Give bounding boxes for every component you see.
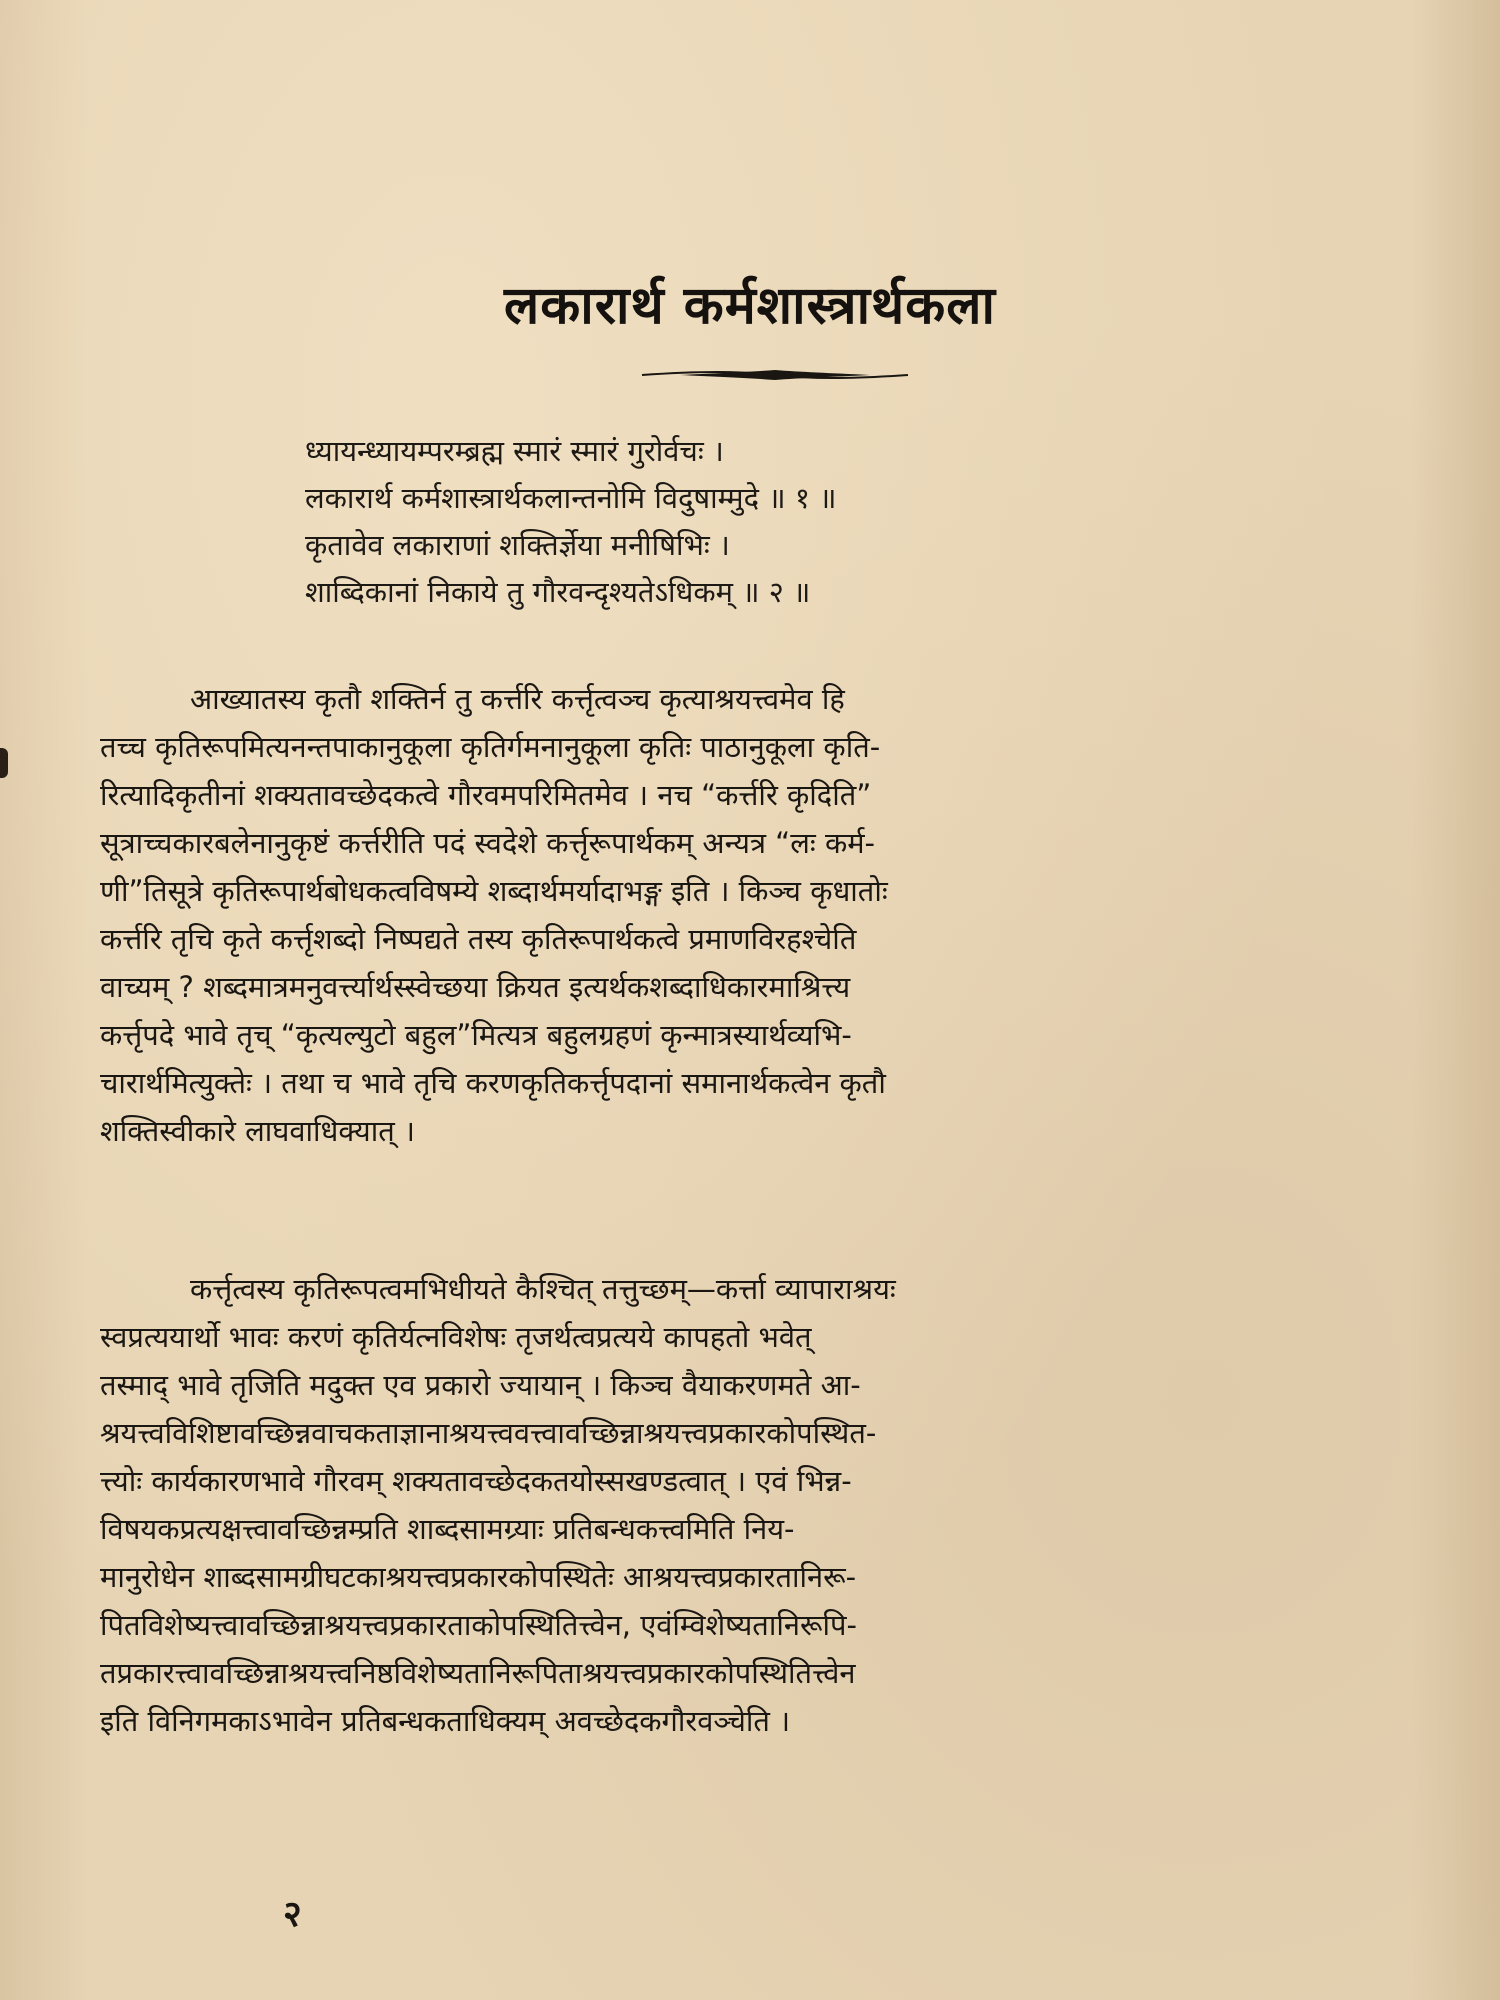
text-line: मानुरोधेन शाब्दसामग्रीघटकाश्रयत्त्वप्रकारकोपस्थितेः आश्रयत्त्वप्रकारतानिरू- bbox=[100, 1560, 857, 1594]
verse-line: शाब्दिकानां निकाये तु गौरवन्दृश्यतेऽधिकम् ॥ २ ॥ bbox=[305, 575, 811, 609]
ornament-divider bbox=[640, 368, 910, 382]
text-line: त्त्योः कार्यकारणभावे गौरवम् शक्यतावच्छेदकतयोस्सखण्डत्वात् । एवं भिन्न- bbox=[100, 1464, 852, 1498]
verse-line: लकारार्थ कर्मशास्त्रार्थकलान्तनोमि विदुषाम्मुदे ॥ १ ॥ bbox=[305, 481, 837, 515]
text-line: श्रयत्त्वविशिष्टावच्छिन्नवाचकताज्ञानाश्रयत्त्ववत्त्वावच्छिन्नाश्रयत्त्वप्रकारकोपस्थित- bbox=[100, 1416, 877, 1450]
verse-line: कृतावेव लकाराणां शक्तिर्ज्ञेया मनीषिभिः । bbox=[305, 528, 730, 562]
text-line: इति विनिगमकाऽभावेन प्रतिबन्धकताधिक्यम् अवच्छेदकगौरवञ्चेति । bbox=[100, 1704, 791, 1738]
text-line: तस्माद् भावे तृजिति मदुक्त एव प्रकारो ज्यायान् । किञ्च वैयाकरणमते आ- bbox=[100, 1368, 861, 1402]
text-line: चारार्थमित्युक्तेः । तथा च भावे तृचि करणकृतिकर्त्तृपदानां समानार्थकत्वेन कृतौ bbox=[100, 1066, 886, 1100]
verse-block bbox=[305, 428, 1305, 616]
text-line: आख्यातस्य कृतौ शक्तिर्न तु कर्त्तरि कर्त्तृत्वञ्च कृत्याश्रयत्त्वमेव हि bbox=[190, 682, 845, 716]
page-title: लकारार्थ कर्मशास्त्रार्थकला bbox=[504, 276, 996, 336]
paragraph-2 bbox=[100, 1265, 1410, 1745]
text-line: वाच्यम् ? शब्दमात्रमनुवर्त्त्यार्थस्स्वेच्छया क्रियत इत्यर्थकशब्दाधिकारमाश्रित्त्य bbox=[100, 970, 851, 1004]
text-line: कर्त्तृपदे भावे तृच् “कृत्यल्युटो बहुल”मित्यत्र बहुलग्रहणं कृन्मात्रस्यार्थव्यभि- bbox=[100, 1018, 852, 1052]
text-line: तप्रकारत्त्वावच्छिन्नाश्रयत्त्वनिष्ठविशेष्यतानिरूपिताश्रयत्त्वप्रकारकोपस्थितित्त्वेन bbox=[100, 1656, 856, 1690]
page-number: २ bbox=[283, 1894, 302, 1935]
text-line: कर्त्तृत्वस्य कृतिरूपत्वमभिधीयते कैश्चित् तत्तुच्छम्—कर्त्ता व्यापाराश्रयः bbox=[190, 1272, 896, 1306]
text-line: पितविशेष्यत्त्वावच्छिन्नाश्रयत्त्वप्रकारताकोपस्थितित्त्वेन, एवंम्विशेष्यतानिरूपि- bbox=[100, 1608, 857, 1642]
paragraph-1 bbox=[100, 675, 1410, 1155]
binding-mark bbox=[0, 748, 8, 778]
text-line: कर्त्तरि तृचि कृते कर्त्तृशब्दो निष्पद्यते तस्य कृतिरूपार्थकत्वे प्रमाणविरहश्चेति bbox=[100, 922, 857, 956]
text-line: शक्तिस्वीकारे लाघवाधिक्यात् । bbox=[100, 1114, 415, 1148]
text-line: स्वप्रत्ययार्थो भावः करणं कृतिर्यत्नविशेषः तृजर्थत्वप्रत्यये कापहतो भवेत् bbox=[100, 1320, 812, 1354]
text-line: णी”तिसूत्रे कृतिरूपार्थबोधकत्वविषम्ये शब्दार्थमर्यादाभङ्ग इति । किञ्च कृधातोः bbox=[100, 874, 888, 908]
text-line: रित्यादिकृतीनां शक्यतावच्छेदकत्वे गौरवमपरिमितमेव । नच “कर्त्तरि कृदिति” bbox=[100, 778, 872, 812]
text-line: विषयकप्रत्यक्षत्त्वावच्छिन्नम्प्रति शाब्दसामग्र्याः प्रतिबन्धकत्त्वमिति निय- bbox=[100, 1512, 795, 1546]
text-line: तच्च कृतिरूपमित्यनन्तपाकानुकूला कृतिर्गमनानुकूला कृतिः पाठानुकूला कृति- bbox=[100, 730, 881, 764]
text-line: सूत्राच्चकारबलेनानुकृष्टं कर्त्तरीति पदं स्वदेशे कर्त्तृरूपार्थकम् अन्यत्र “लः कर्म- bbox=[100, 826, 876, 860]
verse-line: ध्यायन्ध्यायम्परम्ब्रह्म स्मारं स्मारं गुरोर्वचः । bbox=[305, 434, 724, 468]
